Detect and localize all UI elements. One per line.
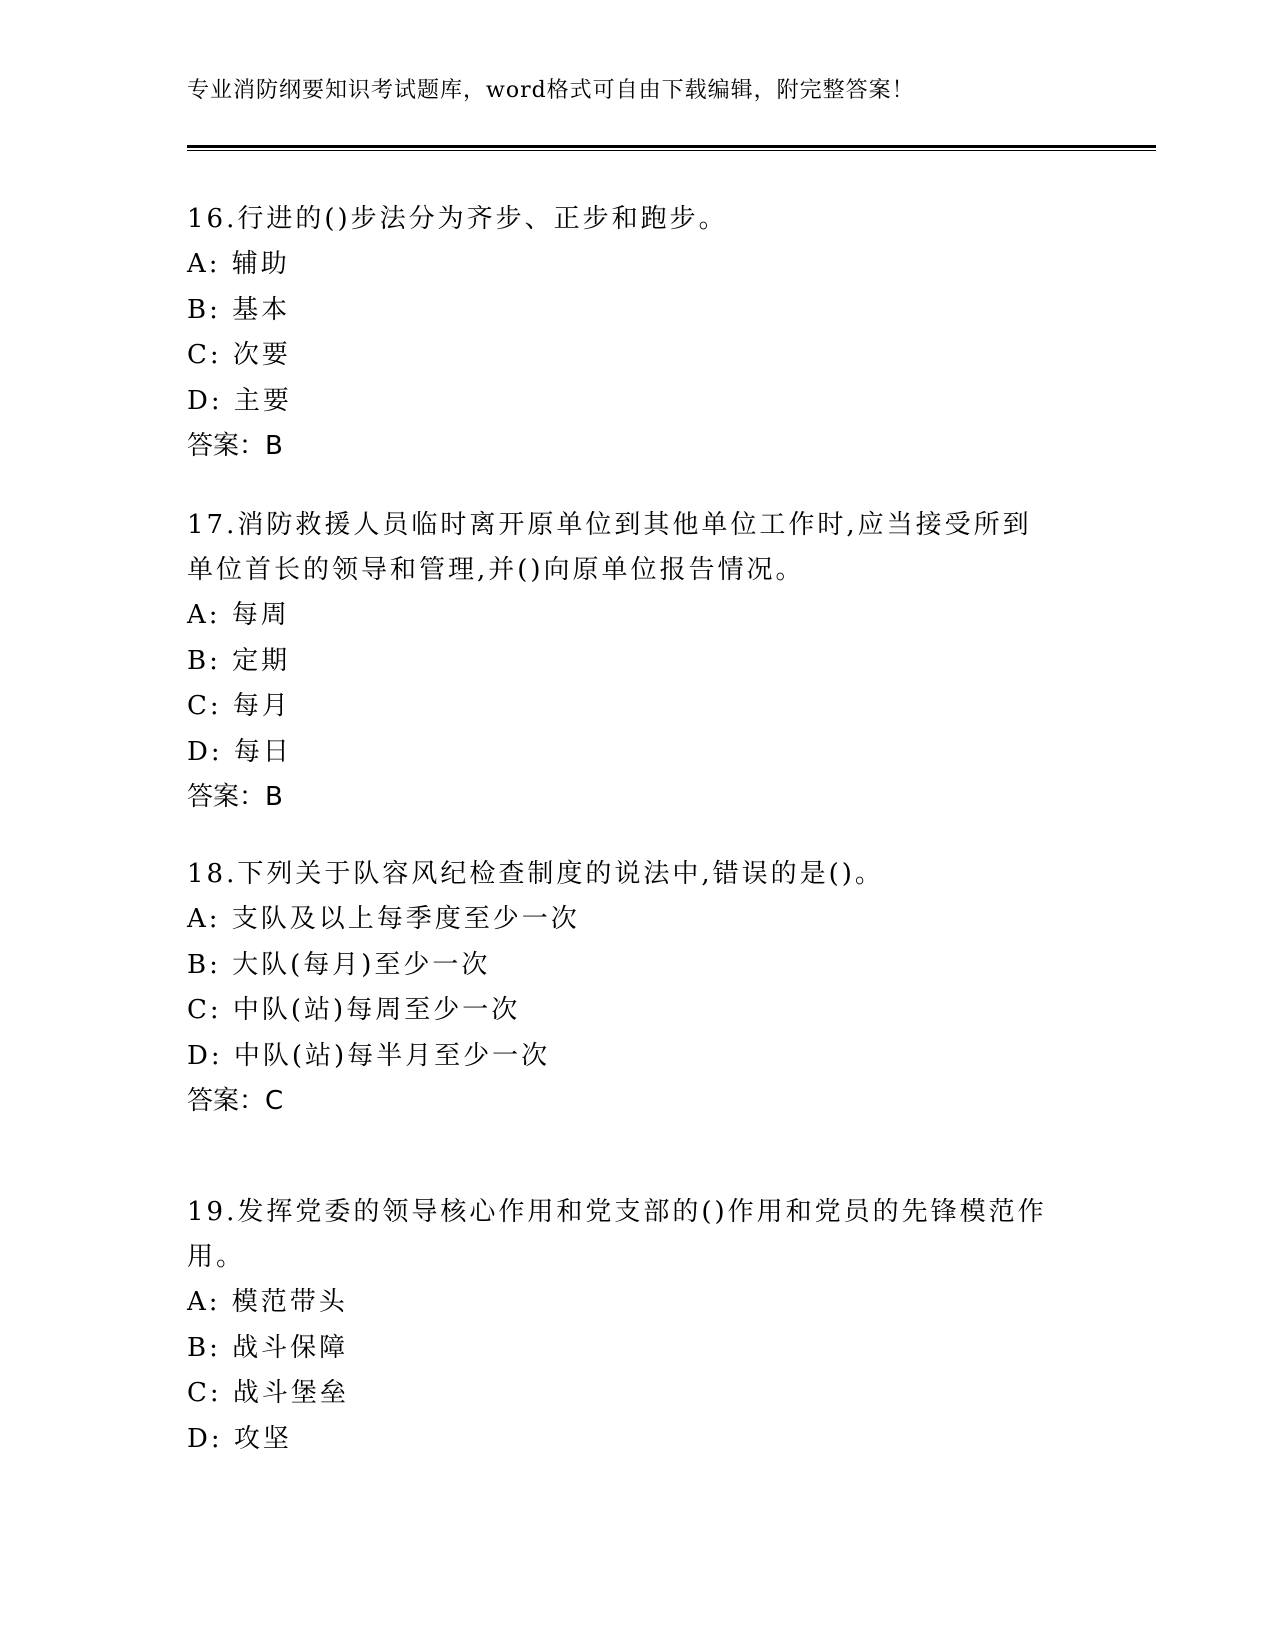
option-d: D: 每日 [187,736,292,767]
question-stem: 18.下列关于队容风纪检查制度的说法中,错误的是()。 [187,859,884,889]
option-b: B: 定期 [187,645,291,676]
header-divider [187,145,1156,148]
option-a: A: 辅助 [187,249,290,279]
option-d: D: 主要 [187,385,292,416]
answer: 答案：B [187,431,283,461]
header-divider-thin [187,150,1156,151]
option-b: B: 战斗保障 [187,1332,349,1363]
answer: 答案：C [187,1086,284,1116]
question-16 [187,197,1087,469]
option-a: A: 模范带头 [187,1287,348,1317]
option-a: A: 支队及以上每季度至少一次 [187,904,580,934]
option-b: B: 基本 [187,294,291,325]
question-18 [187,852,1087,1124]
option-d: D: 攻坚 [187,1423,292,1454]
question-stem: 19.发挥党委的领导核心作用和党支部的()作用和党员的先锋模范作用。 [187,1197,1047,1272]
option-d: D: 中队(站)每半月至少一次 [187,1040,551,1071]
question-17 [187,503,1047,820]
option-b: B: 大队(每月)至少一次 [187,949,491,980]
question-19 [187,1190,1067,1462]
option-a: A: 每周 [187,600,290,630]
option-c: C: 战斗堡垒 [187,1378,349,1408]
answer: 答案：B [187,782,283,812]
page-header: 专业消防纲要知识考试题库，word格式可自由下载编辑，附完整答案！ [187,78,915,103]
option-c: C: 中队(站)每周至少一次 [187,995,521,1025]
question-stem: 17.消防救援人员临时离开原单位到其他单位工作时,应当接受所到单位首长的领导和管理,并()向原单位报告情况。 [187,510,1032,585]
question-stem: 16.行进的()步法分为齐步、正步和跑步。 [187,204,728,234]
option-c: C: 次要 [187,340,291,370]
option-c: C: 每月 [187,691,291,721]
